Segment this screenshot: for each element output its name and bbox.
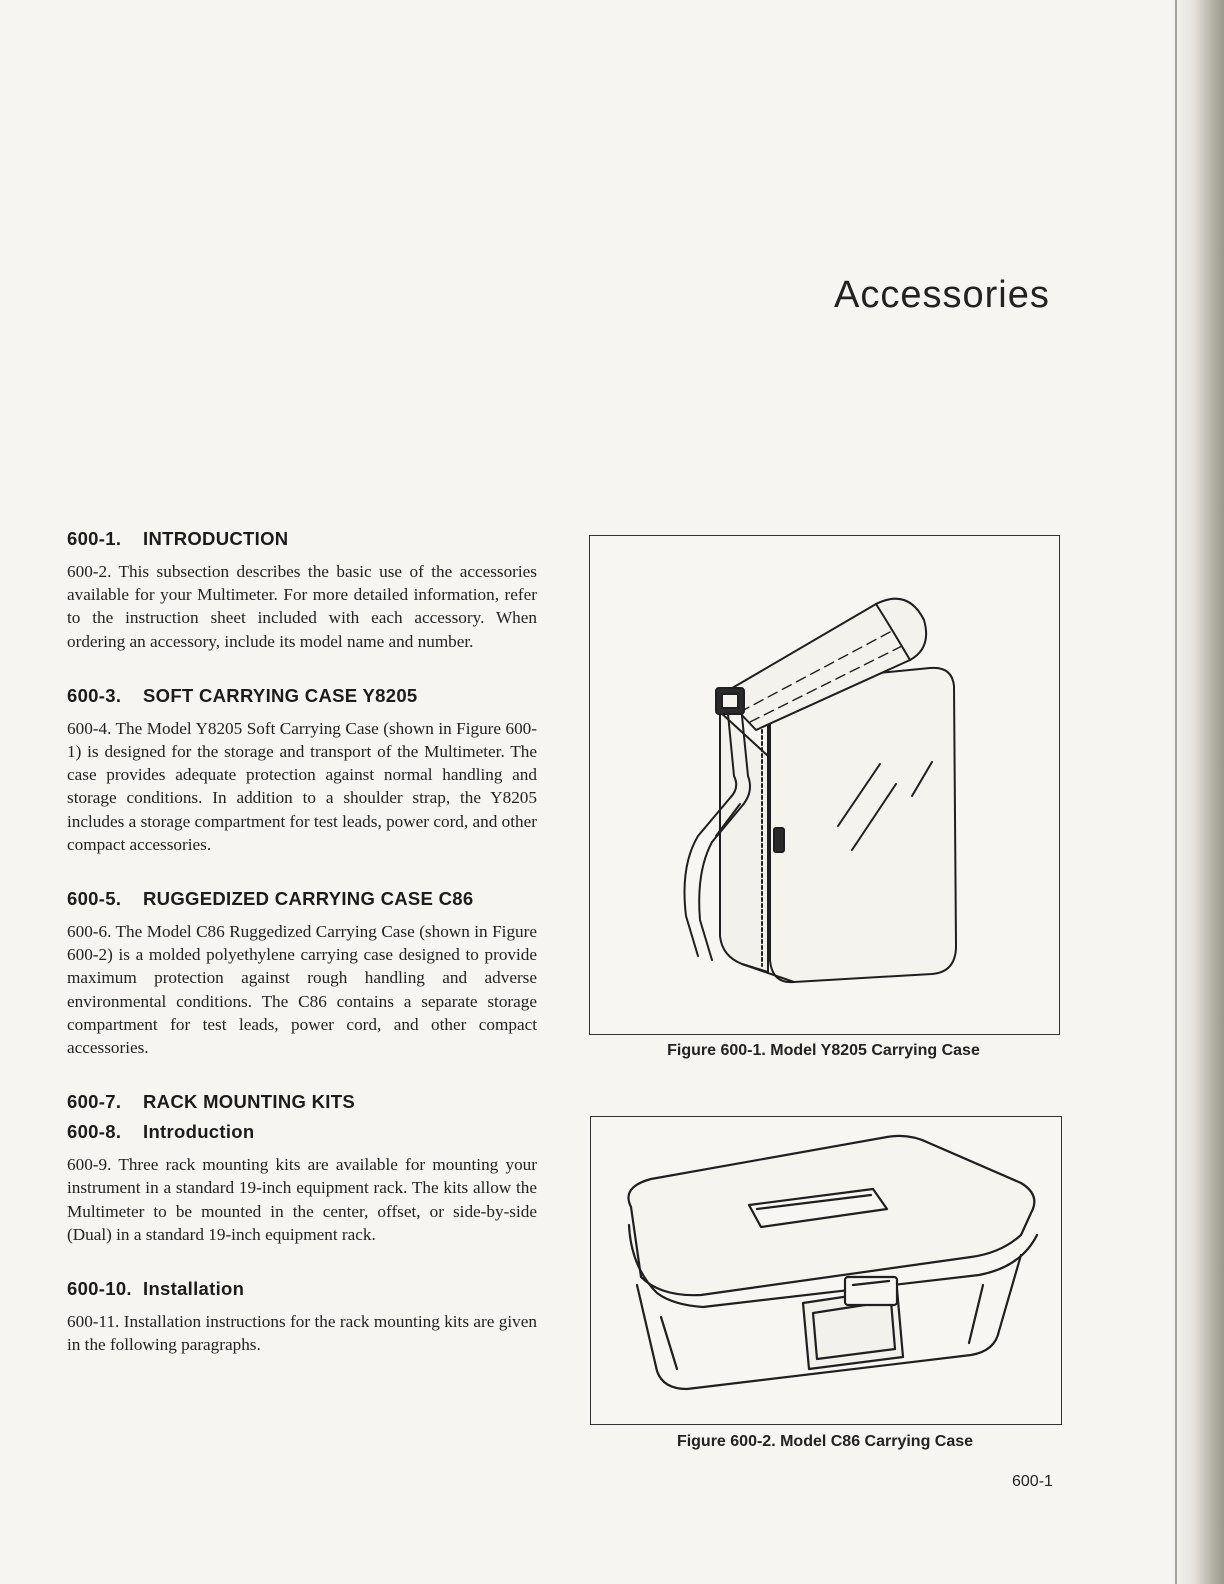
page-binding-edge xyxy=(1170,0,1224,1584)
section-heading-ruggedized-case xyxy=(67,886,537,912)
section-heading-introduction xyxy=(67,526,537,552)
section-number: 600-7. xyxy=(67,1091,122,1113)
section-title: RACK MOUNTING KITS xyxy=(143,1091,355,1113)
paragraph-600-9: 600-9. Three rack mounting kits are available for mounting your instrument in a standard 19-inch equipment rack. The kits allow the Multimeter to be mounted in the center, offset, or side-by-side (Dual) in a standard 19-inch equipment rack. xyxy=(67,1155,537,1244)
paragraph-600-4: 600-4. The Model Y8205 Soft Carrying Case (shown in Figure 600-1) is designed for the storage and transport of the Multimeter. The case provides adequate protection against normal handling and storage conditions. In addition to a shoulder strap, the Y8205 includes a storage compartment for test leads, power cord, and other compact accessories. xyxy=(67,718,537,854)
page-title: Accessories xyxy=(834,274,1050,316)
section-title: RUGGEDIZED CARRYING CASE C86 xyxy=(143,888,474,910)
paragraph-600-6: 600-6. The Model C86 Ruggedized Carrying Case (shown in Figure 600-2) is a molded polyethylene carrying case designed to provide maximum protection against rough handling and adverse environmental conditions. The C86 contains a separate storage compartment for test leads, power cord, and other compact accessories. xyxy=(67,922,537,1058)
section-number: 600-5. xyxy=(67,888,122,910)
figure-caption-600-2: Figure 600-2. Model C86 Carrying Case xyxy=(676,1433,974,1450)
section-number: 600-1. xyxy=(67,528,122,549)
section-title: Installation xyxy=(143,1278,245,1300)
figure-caption-600-1: Figure 600-1. Model Y8205 Carrying Case xyxy=(667,1042,980,1059)
section-number: 600-10. xyxy=(67,1278,132,1300)
text-column xyxy=(67,526,537,1356)
section-heading-rack-kits xyxy=(67,1089,537,1115)
section-title: INTRODUCTION xyxy=(143,528,289,549)
page-number: 600-1 xyxy=(1012,1473,1053,1490)
section-number: 600-3. xyxy=(67,684,122,706)
section-number: 600-8. xyxy=(67,1121,122,1143)
soft-case-illustration xyxy=(590,536,1059,1034)
ruggedized-case-illustration xyxy=(591,1117,1061,1424)
paragraph-600-2: 600-2. This subsection describes the basic use of the accessories available for your Multimeter. For more detailed information, refer to the instruction sheet included with each accessory. When ordering an accessory, include its model name and number. xyxy=(67,562,537,651)
figure-soft-carrying-case xyxy=(589,535,1060,1035)
section-heading-soft-case xyxy=(67,683,537,709)
binding-shadow-graphic xyxy=(1170,0,1224,1584)
subsection-heading-introduction xyxy=(67,1119,537,1145)
subsection-heading-installation xyxy=(67,1276,537,1302)
section-title: SOFT CARRYING CASE Y8205 xyxy=(143,684,418,706)
section-title: Introduction xyxy=(143,1121,255,1143)
figure-ruggedized-carrying-case xyxy=(590,1116,1062,1425)
paragraph-600-11: 600-11. Installation instructions for the rack mounting kits are given in the following paragraphs. xyxy=(67,1312,537,1355)
